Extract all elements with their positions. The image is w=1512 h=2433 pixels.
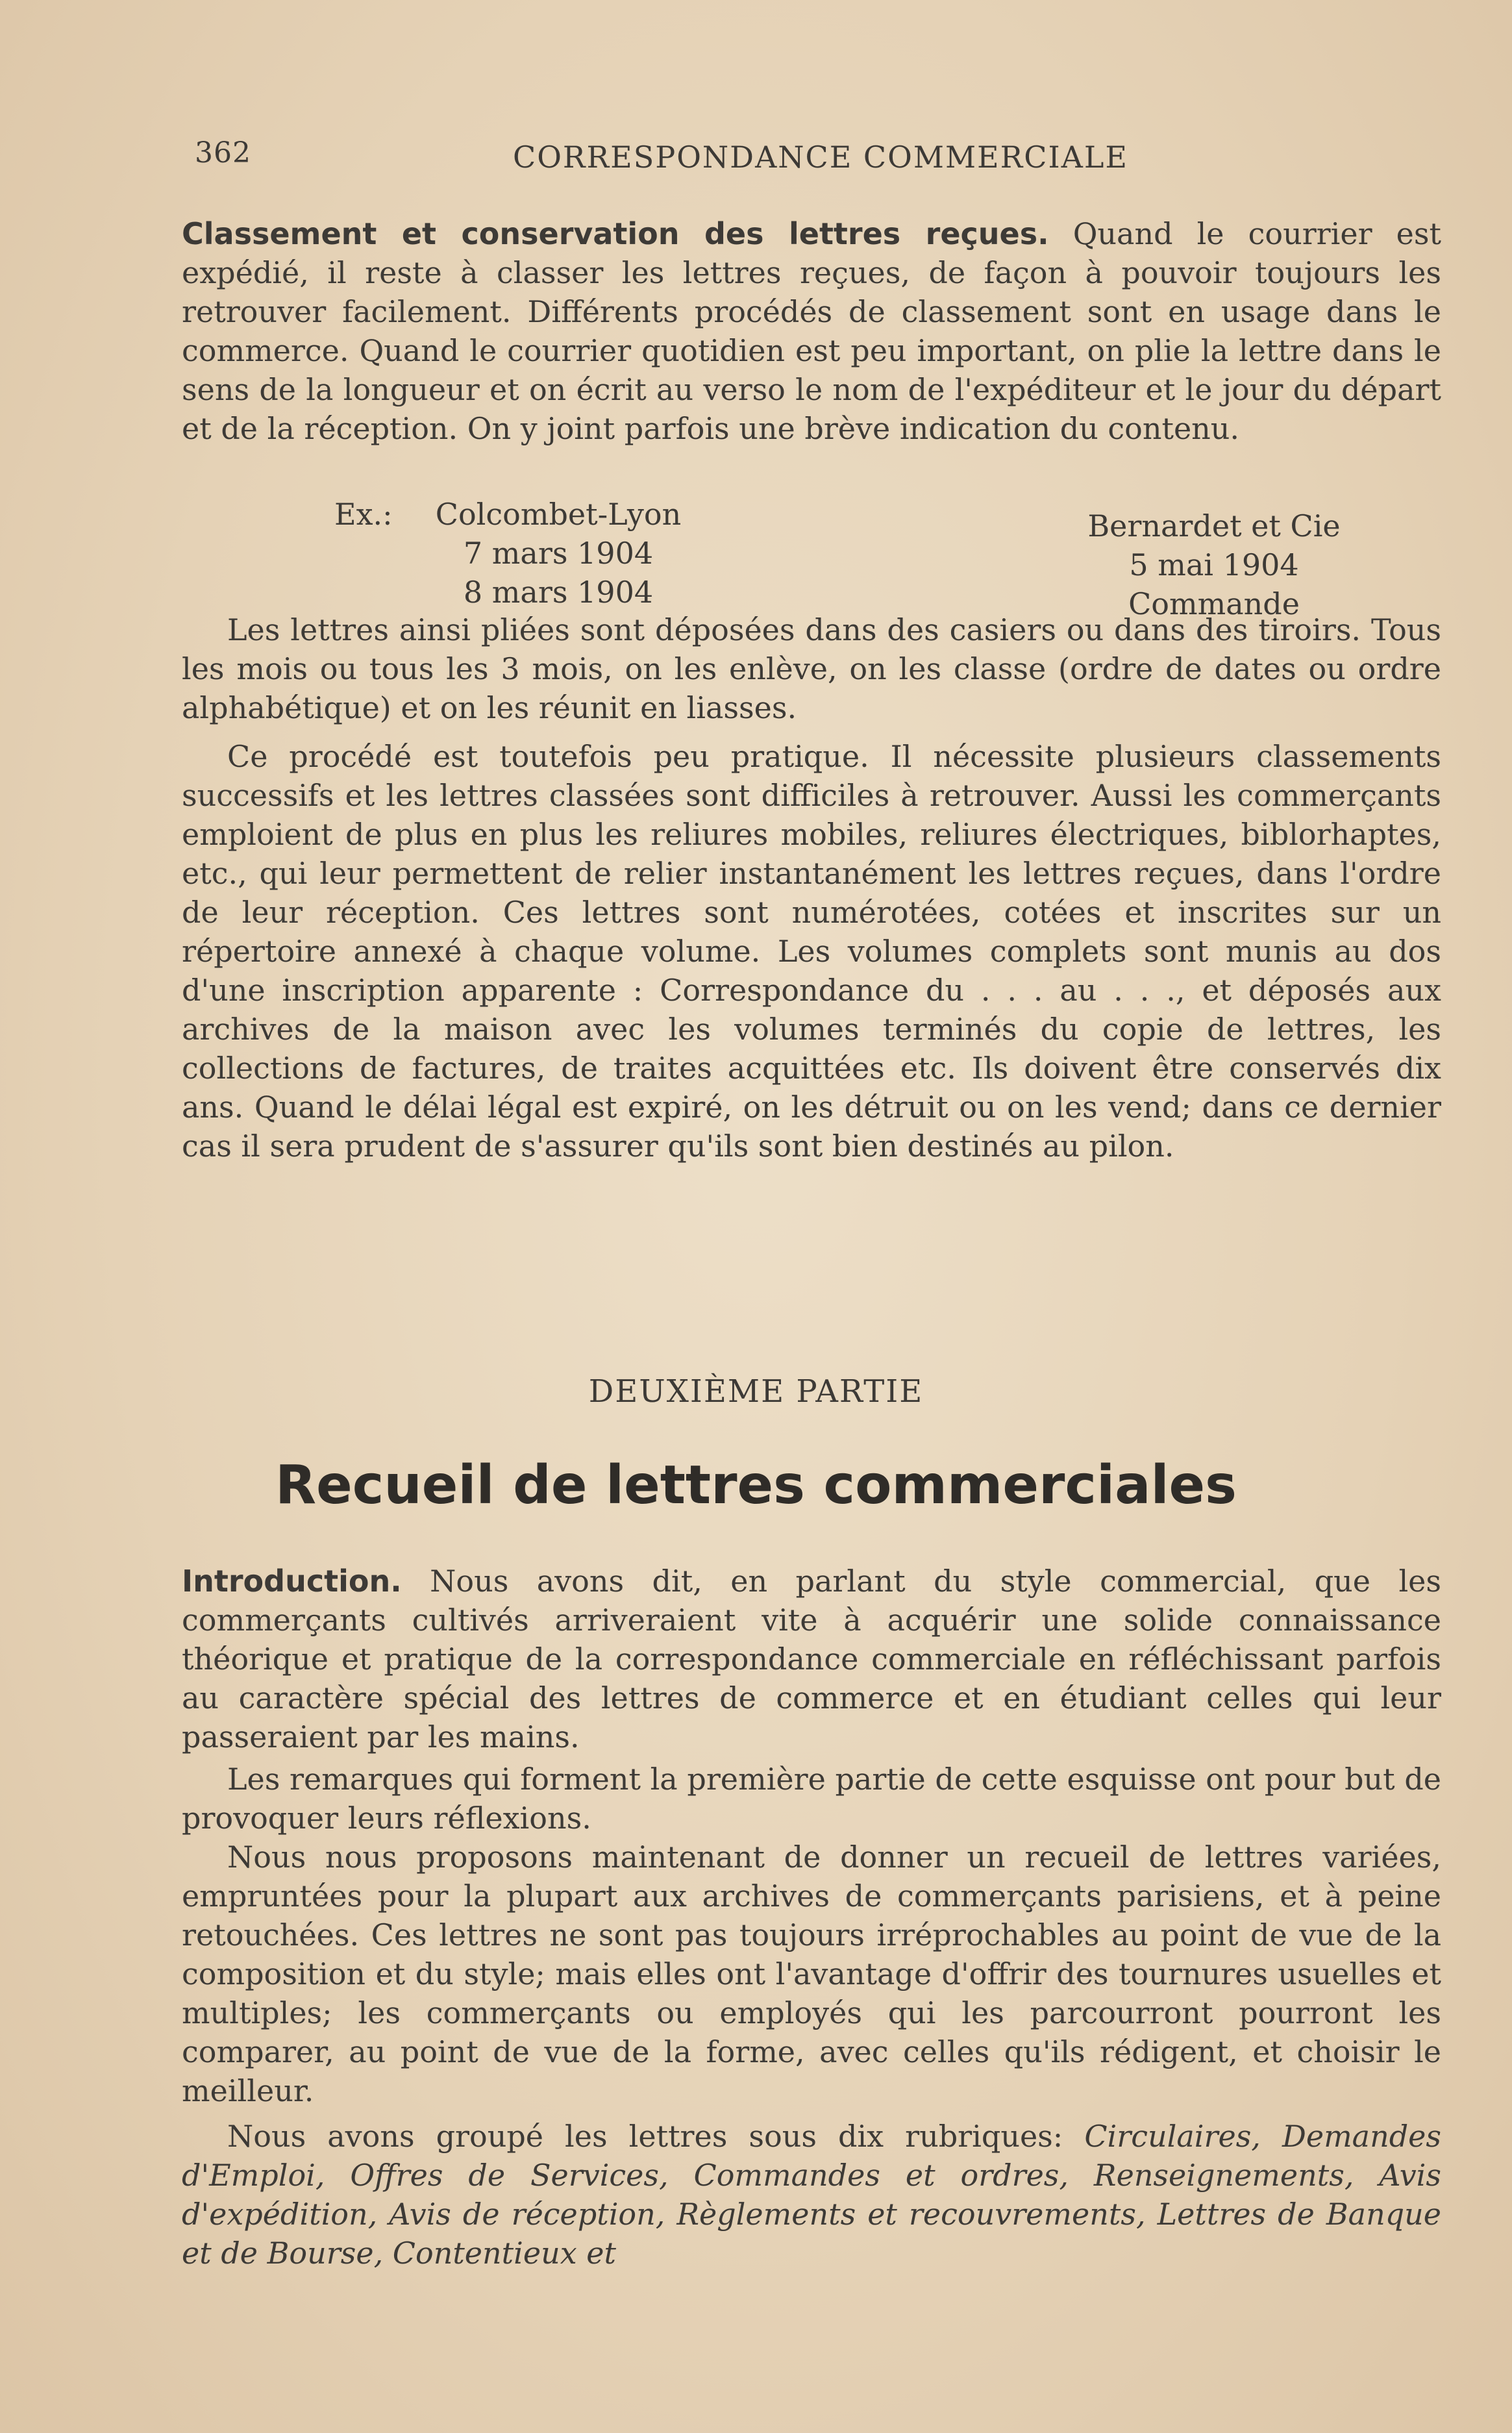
classement-heading: Classement et conservation des lettres reçues. xyxy=(182,216,1049,251)
example-right-line: 5 mai 1904 xyxy=(1129,547,1299,582)
example-label: Ex.: xyxy=(334,497,393,532)
running-head: CORRESPONDANCE COMMERCIALE xyxy=(513,140,1128,175)
classement-paragraph xyxy=(182,214,1441,448)
introduction-heading: Introduction. xyxy=(182,1564,402,1599)
example-left-line: 7 mars 1904 xyxy=(463,536,654,571)
paragraph-recueil: Nous nous proposons maintenant de donner un recueil de lettres variées, empruntées pour la plupart aux archives de commerçants parisiens, et à peine retouchées. Ces lettres ne sont pas toujours irréprochables au point de vue de la composition et du style; mais elles ont l'avantage d'offrir des tournures usuelles et multiples; les commerçants ou employés qui les parcourront pourront les comparer, au point de vue de la forme, avec celles qu'ils rédigent, et choisir le meilleur. xyxy=(182,1840,1441,2108)
paragraph-remarques: Les remarques qui forment la première partie de cette esquisse ont pour but de provoquer leurs réflexions. xyxy=(182,1762,1441,1836)
example-left-block xyxy=(435,495,682,612)
introduction-text: Nous avons dit, en parlant du style commercial, que les commerçants cultivés arriveraient vite à acquérir une solide connaissance théorique et pratique de la correspondance commerciale en réfléchissant parfois au caractère spécial des lettres de commerce et en étudiant celles qui leur passeraient par les mains. xyxy=(182,1564,1441,1754)
page-number: 362 xyxy=(195,136,251,169)
section-title: Recueil de lettres commerciales xyxy=(275,1454,1237,1516)
rubriques-list: Circulaires, Demandes d'Emploi, Offres de Services, Commandes et ordres, Renseignements, Avis d'expédition, Avis de réception, Règlements et recouvrements, Lettres de Banque et de Bourse, Contentieux et xyxy=(182,2119,1442,2271)
classement-text: Quand le courrier est expédié, il reste à classer les lettres reçues, de façon à pouvoir toujours les retrouver facilement. Différents procédés de classement sont en usage dans le commerce. Quand le courrier quotidien est peu important, on plie la lettre dans le sens de la longueur et on écrit au verso le nom de l'expéditeur et le jour du départ et de la réception. On y joint parfois une brève indication du contenu. xyxy=(182,216,1441,446)
part-heading: DEUXIÈME PARTIE xyxy=(588,1373,924,1410)
example-right-block xyxy=(1078,506,1350,623)
paragraph-procede: Ce procédé est toutefois peu pratique. Il nécessite plusieurs classements successifs et les lettres classées sont difficiles à retrouver. Aussi les commerçants emploient de plus en plus les reliures mobiles, reliures électriques, biblorhaptes, etc., qui leur permettent de relier instantanément les lettres reçues, dans l'ordre de leur réception. Ces lettres sont numérotées, cotées et inscrites sur un répertoire annexé à chaque volume. Les volumes complets sont munis au dos d'une inscription apparente : Correspondance du . . . au . . ., et déposés aux archives de la maison avec les volumes terminés du copie de lettres, les collections de factures, de traites acquittées etc. Ils doivent être conservés dix ans. Quand le délai légal est expiré, on les détruit ou on les vend; dans ce dernier cas il sera prudent de s'assurer qu'ils sont bien destinés au pilon. xyxy=(182,739,1441,1164)
rubriques-lead: Nous avons groupé les lettres sous dix rubriques: xyxy=(227,2119,1063,2154)
introduction-paragraph xyxy=(182,1562,1441,1756)
example-right-line: Bernardet et Cie xyxy=(1087,508,1341,543)
rubriques-paragraph xyxy=(182,2117,1441,2273)
example-right-line: Commande xyxy=(1128,586,1300,621)
paragraph-casiers: Les lettres ainsi pliées sont déposées dans des casiers ou dans des tiroirs. Tous les mois ou tous les 3 mois, on les enlève, on les classe (ordre de dates ou ordre alphabétique) et on les réunit en liasses. xyxy=(182,612,1441,725)
example-left-line: 8 mars 1904 xyxy=(463,575,654,610)
example-left-line: Colcombet-Lyon xyxy=(435,497,682,532)
